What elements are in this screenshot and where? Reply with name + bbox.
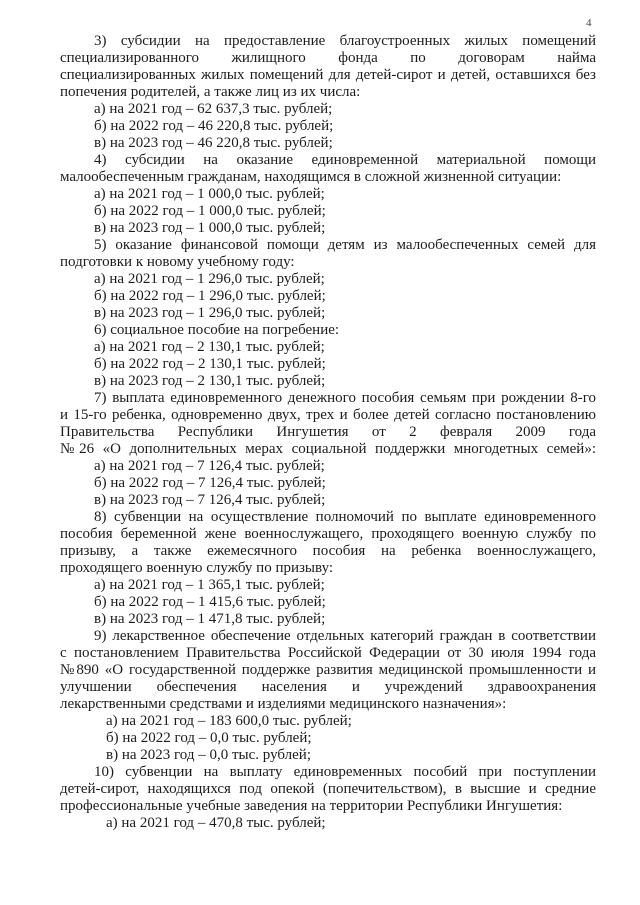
text-line: а) на 2021 год – 62 637,3 тыс. рублей; [94,101,333,117]
text-line: специализированного жилищного фонда по договорам найма [60,50,596,66]
text-line: №890 «О государственной поддержке развития медицинской промышленности и [60,662,596,678]
text-line: б) на 2022 год – 1 415,6 тыс. рублей; [94,594,326,610]
text-line: б) на 2022 год – 2 130,1 тыс. рублей; [94,356,326,372]
text-line: и 15-го ребенка, одновременно двух, трех и более детей согласно постановлению [60,407,596,423]
text-line: в) на 2023 год – 1 000,0 тыс. рублей; [94,220,326,236]
text-line: а) на 2021 год – 1 365,1 тыс. рублей; [94,577,325,593]
text-line: б) на 2022 год – 1 000,0 тыс. рублей; [94,203,326,219]
text-line: №26 «О дополнительных мерах социальной поддержки многодетных семей»: [60,441,596,457]
text-line: 3) субсидии на предоставление благоустроенных жилых помещений [94,33,596,49]
text-line: б) на 2022 год – 0,0 тыс. рублей; [106,730,312,746]
text-line: а) на 2021 год – 470,8 тыс. рублей; [106,815,326,831]
text-line: 6) социальное пособие на погребение: [94,322,340,338]
page-number: 4 [586,17,592,29]
text-line: 4) субсидии на оказание единовременной материальной помощи [94,152,596,168]
text-line: 9) лекарственное обеспечение отдельных категорий граждан в соответствии [94,628,596,644]
text-line: а) на 2021 год – 1 296,0 тыс. рублей; [94,271,325,287]
text-line: попечения родителей, а также лиц из их числа: [60,84,361,100]
text-line: а) на 2021 год – 2 130,1 тыс. рублей; [94,339,325,355]
text-line: а) на 2021 год – 7 126,4 тыс. рублей; [94,458,325,474]
text-line: в) на 2023 год – 1 296,0 тыс. рублей; [94,305,326,321]
text-line: Правительства Республики Ингушетия от 2 февраля 2009 года [60,424,596,440]
text-line: в) на 2023 год – 46 220,8 тыс. рублей; [94,135,333,151]
text-line: лекарственными средствами и изделиями медицинского назначения»: [60,696,507,712]
text-line: детей-сирот, находящихся под опекой (попечительством), в высшие и средние [60,781,596,797]
text-line: улучшении обеспечения населения и учреждений здравоохранения [60,679,596,695]
text-line: в) на 2023 год – 7 126,4 тыс. рублей; [94,492,326,508]
text-line: в) на 2023 год – 1 471,8 тыс. рублей; [94,611,326,627]
text-line: в) на 2023 год – 2 130,1 тыс. рублей; [94,373,326,389]
text-line: с постановлением Правительства Российской Федерации от 30 июля 1994 года [60,645,596,661]
text-line: профессиональные учебные заведения на территории Республики Ингушетия: [60,798,563,814]
text-line: а) на 2021 год – 183 600,0 тыс. рублей; [106,713,352,729]
text-line: призыву, а также ежемесячного пособия на ребенка военнослужащего, [60,543,596,559]
text-line: б) на 2022 год – 7 126,4 тыс. рублей; [94,475,326,491]
text-line: подготовки к новому учебному году: [60,254,295,270]
text-line: проходящего военную службу по призыву: [60,560,334,576]
text-line: б) на 2022 год – 1 296,0 тыс. рублей; [94,288,326,304]
text-line: в) на 2023 год – 0,0 тыс. рублей; [106,747,311,763]
text-line: пособия беременной жене военнослужащего, проходящего военную службу по [60,526,596,542]
text-line: 5) оказание финансовой помощи детям из малообеспеченных семей для [94,237,596,253]
text-line: специализированных жилых помещений для детей-сирот и детей, оставшихся без [60,67,596,83]
text-line: 10) субвенции на выплату единовременных пособий при поступлении [94,764,596,780]
text-line: 8) субвенции на осуществление полномочий по выплате единовременного [94,509,596,525]
text-line: малообеспеченным гражданам, находящимся в сложной жизненной ситуации: [60,169,562,185]
text-line: а) на 2021 год – 1 000,0 тыс. рублей; [94,186,325,202]
text-line: б) на 2022 год – 46 220,8 тыс. рублей; [94,118,334,134]
text-line: 7) выплата единовременного денежного пособия семьям при рождении 8-го [94,390,596,406]
